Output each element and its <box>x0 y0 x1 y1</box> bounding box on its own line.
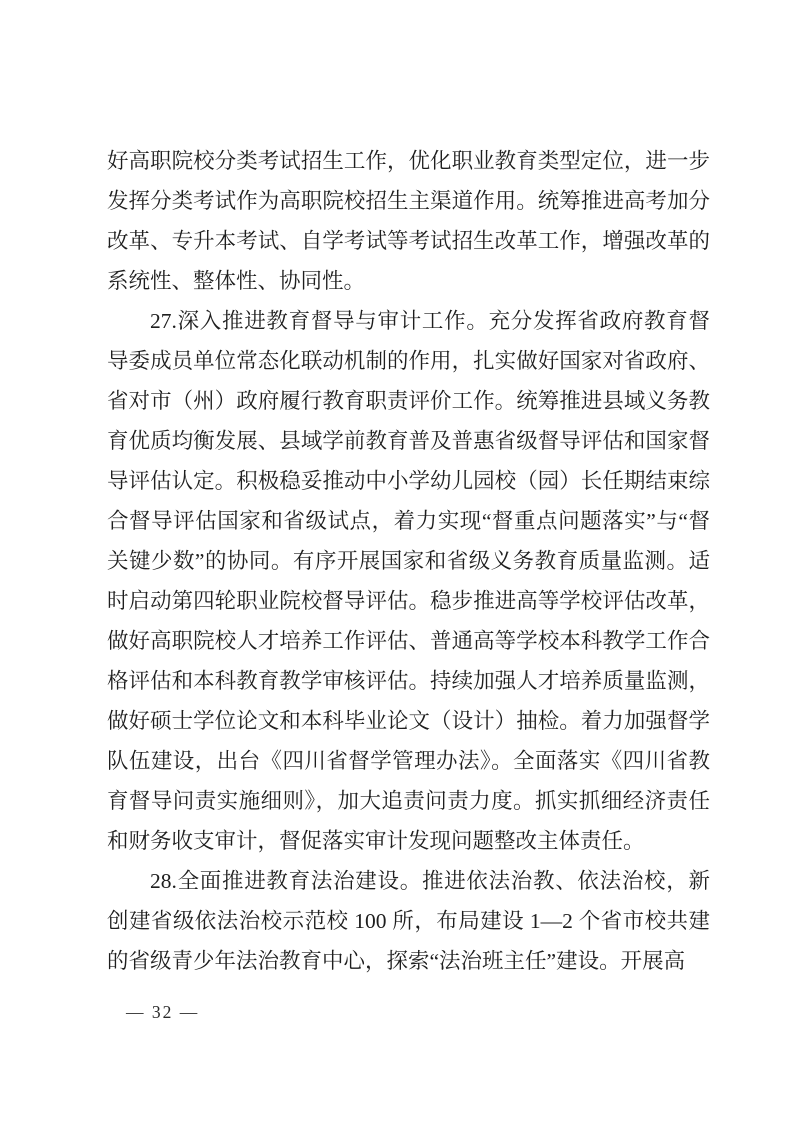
page-number: — 32 — <box>126 1002 200 1022</box>
item-28-body: 推进依法治教、依法治校，新创建省级依法治校示范校 100 所，布局建设 1—2 个省市校共建的省级青少年法治教育中心，探索“法治班主任”建设。开展高 <box>107 869 710 973</box>
paragraph-item-28 <box>107 861 710 981</box>
item-28-title: 28.全面推进教育法治建设。 <box>150 869 422 893</box>
item-27-title: 27.深入推进教育督导与审计工作。 <box>150 309 489 333</box>
paragraph-continuation: 好高职院校分类考试招生工作，优化职业教育类型定位，进一步发挥分类考试作为高职院校招生主渠道作用。统筹推进高考加分改革、专升本考试、自学考试等考试招生改革工作，增强改革的系统性、整体性、协同性。 <box>107 149 710 293</box>
document-body <box>107 141 710 981</box>
item-27-body: 充分发挥省政府教育督导委成员单位常态化联动机制的作用，扎实做好国家对省政府、省对市（州）政府履行教育职责评价工作。统筹推进县域义务教育优质均衡发展、县域学前教育普及普惠省级督导评估和国家督导评估认定。积极稳妥推动中小学幼儿园校（园）长任期结束综合督导评估国家和省级试点，着力实现“督重点问题落实”与“督关键少数”的协同。有序开展国家和省级义务教育质量监测。适时启动第四轮职业院校督导评估。稳步推进高等学校评估改革，做好高职院校人才培养工作评估、普通高等学校本科教学工作合格评估和本科教育教学审核评估。持续加强人才培养质量监测，做好硕士学位论文和本科毕业论文（设计）抽检。着力加强督学队伍建设，出台《四川省督学管理办法》。全面落实《四川省教育督导问责实施细则》，加大追责问责力度。抓实抓细经济责任和财务收支审计，督促落实审计发现问题整改主体责任。 <box>107 309 710 853</box>
paragraph-item-27 <box>107 301 710 861</box>
